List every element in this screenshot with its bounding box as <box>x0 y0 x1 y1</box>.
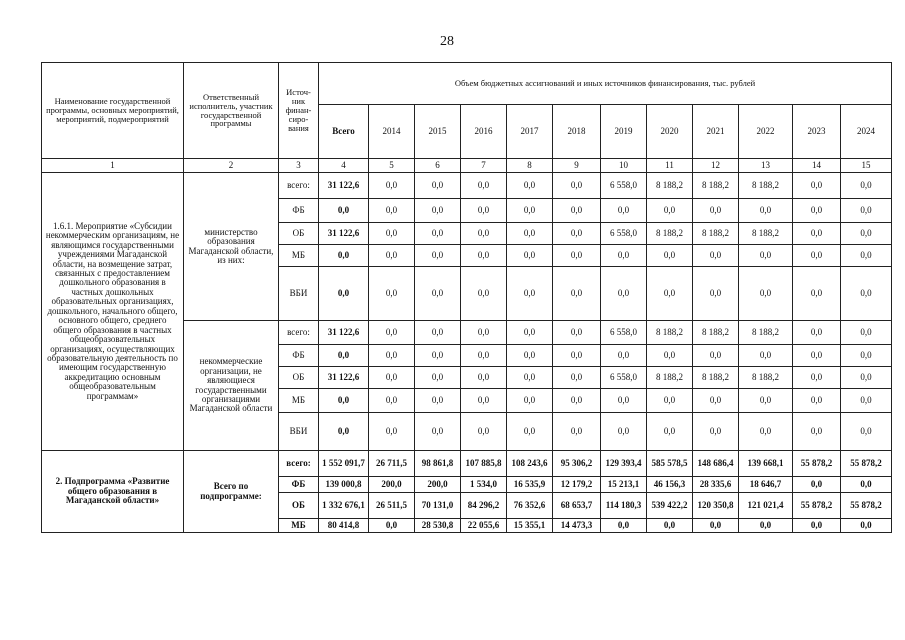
value-cell: 31 122,6 <box>319 173 369 199</box>
header-colnum-cell: 1 <box>42 159 184 173</box>
value-cell: 585 578,5 <box>647 451 693 477</box>
value-cell: 0,0 <box>739 245 793 267</box>
value-cell: 31 122,6 <box>319 367 369 389</box>
value-cell: 0,0 <box>793 519 841 533</box>
value-cell: 0,0 <box>793 389 841 413</box>
value-cell: 0,0 <box>841 199 892 223</box>
value-cell: 139 668,1 <box>739 451 793 477</box>
value-cell: 0,0 <box>415 223 461 245</box>
value-cell: 0,0 <box>647 519 693 533</box>
value-cell: 8 188,2 <box>739 173 793 199</box>
value-cell: 0,0 <box>841 321 892 345</box>
value-cell: 0,0 <box>319 199 369 223</box>
executor-cell: министерство образования Магаданской области, из них: <box>184 173 279 321</box>
value-cell: 70 131,0 <box>415 493 461 519</box>
value-cell: 31 122,6 <box>319 223 369 245</box>
value-cell: 0,0 <box>461 413 507 451</box>
header-colnum-cell: 10 <box>601 159 647 173</box>
value-cell: 0,0 <box>415 267 461 321</box>
value-cell: 31 122,6 <box>319 321 369 345</box>
value-cell: 98 861,8 <box>415 451 461 477</box>
value-cell: 0,0 <box>369 321 415 345</box>
value-cell: 0,0 <box>841 477 892 493</box>
value-cell: 0,0 <box>415 199 461 223</box>
value-cell: 0,0 <box>507 267 553 321</box>
value-cell: 0,0 <box>553 223 601 245</box>
table-row <box>42 451 892 477</box>
value-cell: 0,0 <box>793 173 841 199</box>
value-cell: 15 355,1 <box>507 519 553 533</box>
header-colnum-cell: 15 <box>841 159 892 173</box>
value-cell: 0,0 <box>369 267 415 321</box>
value-cell: 0,0 <box>369 519 415 533</box>
value-cell: 8 188,2 <box>647 367 693 389</box>
value-cell: 0,0 <box>461 389 507 413</box>
value-cell: 0,0 <box>415 345 461 367</box>
source-cell: всего: <box>279 173 319 199</box>
value-cell: 0,0 <box>461 199 507 223</box>
value-cell: 18 646,7 <box>739 477 793 493</box>
value-cell: 0,0 <box>739 345 793 367</box>
value-cell: 0,0 <box>693 199 739 223</box>
value-cell: 22 055,6 <box>461 519 507 533</box>
value-cell: 0,0 <box>793 199 841 223</box>
value-cell: 26 511,5 <box>369 493 415 519</box>
value-cell: 0,0 <box>369 173 415 199</box>
value-cell: 46 156,3 <box>647 477 693 493</box>
value-cell: 55 878,2 <box>793 493 841 519</box>
value-cell: 129 393,4 <box>601 451 647 477</box>
value-cell: 0,0 <box>461 267 507 321</box>
value-cell: 0,0 <box>601 519 647 533</box>
value-cell: 8 188,2 <box>739 367 793 389</box>
header-year-cell: 2017 <box>507 105 553 159</box>
value-cell: 6 558,0 <box>601 173 647 199</box>
value-cell: 26 711,5 <box>369 451 415 477</box>
header-year-cell: 2019 <box>601 105 647 159</box>
value-cell: 84 296,2 <box>461 493 507 519</box>
value-cell: 80 414,8 <box>319 519 369 533</box>
value-cell: 0,0 <box>793 345 841 367</box>
header-year-cell: 2015 <box>415 105 461 159</box>
header-year-cell: 2024 <box>841 105 892 159</box>
value-cell: 0,0 <box>415 173 461 199</box>
value-cell: 200,0 <box>369 477 415 493</box>
value-cell: 1 552 091,7 <box>319 451 369 477</box>
value-cell: 0,0 <box>319 413 369 451</box>
header-year-cell: 2018 <box>553 105 601 159</box>
value-cell: 0,0 <box>647 389 693 413</box>
value-cell: 0,0 <box>647 267 693 321</box>
value-cell: 0,0 <box>553 389 601 413</box>
source-cell: всего: <box>279 451 319 477</box>
value-cell: 0,0 <box>601 389 647 413</box>
source-cell: ОБ <box>279 493 319 519</box>
value-cell: 8 188,2 <box>739 321 793 345</box>
header-colnum-cell: 12 <box>693 159 739 173</box>
value-cell: 6 558,0 <box>601 223 647 245</box>
source-cell: ОБ <box>279 223 319 245</box>
header-colnum-cell: 11 <box>647 159 693 173</box>
header-colnum-cell: 4 <box>319 159 369 173</box>
source-cell: ВБИ <box>279 267 319 321</box>
value-cell: 0,0 <box>507 223 553 245</box>
value-cell: 0,0 <box>739 413 793 451</box>
value-cell: 0,0 <box>507 199 553 223</box>
value-cell: 0,0 <box>793 223 841 245</box>
header-year-cell: 2016 <box>461 105 507 159</box>
value-cell: 0,0 <box>369 389 415 413</box>
value-cell: 0,0 <box>647 245 693 267</box>
header-year-cell: 2014 <box>369 105 415 159</box>
value-cell: 0,0 <box>793 245 841 267</box>
value-cell: 0,0 <box>369 245 415 267</box>
value-cell: 8 188,2 <box>647 173 693 199</box>
value-cell: 0,0 <box>461 245 507 267</box>
value-cell: 139 000,8 <box>319 477 369 493</box>
value-cell: 0,0 <box>415 413 461 451</box>
value-cell: 0,0 <box>319 345 369 367</box>
value-cell: 0,0 <box>319 267 369 321</box>
value-cell: 0,0 <box>693 389 739 413</box>
table-row <box>42 159 892 173</box>
value-cell: 28 335,6 <box>693 477 739 493</box>
value-cell: 0,0 <box>461 321 507 345</box>
header-year-cell: 2020 <box>647 105 693 159</box>
header-colnum-cell: 8 <box>507 159 553 173</box>
value-cell: 55 878,2 <box>841 493 892 519</box>
value-cell: 0,0 <box>841 345 892 367</box>
value-cell: 55 878,2 <box>793 451 841 477</box>
value-cell: 0,0 <box>461 223 507 245</box>
value-cell: 0,0 <box>693 245 739 267</box>
value-cell: 0,0 <box>507 321 553 345</box>
value-cell: 0,0 <box>647 345 693 367</box>
value-cell: 0,0 <box>553 245 601 267</box>
value-cell: 120 350,8 <box>693 493 739 519</box>
source-cell: всего: <box>279 321 319 345</box>
value-cell: 0,0 <box>319 389 369 413</box>
header-executor-cell: Ответственный исполнитель, участник государственной программы <box>184 63 279 159</box>
value-cell: 0,0 <box>553 345 601 367</box>
table-row <box>42 63 892 105</box>
value-cell: 0,0 <box>553 321 601 345</box>
value-cell: 16 535,9 <box>507 477 553 493</box>
value-cell: 0,0 <box>793 477 841 493</box>
value-cell: 0,0 <box>841 413 892 451</box>
value-cell: 0,0 <box>693 519 739 533</box>
source-cell: ФБ <box>279 199 319 223</box>
value-cell: 0,0 <box>647 199 693 223</box>
header-colnum-cell: 6 <box>415 159 461 173</box>
value-cell: 76 352,6 <box>507 493 553 519</box>
value-cell: 121 021,4 <box>739 493 793 519</box>
activity-name-cell: 1.6.1. Мероприятие «Субсидии некоммерческим организациям, не являющимся государственными учреждениями Магаданской области, на возмещение затрат, связанных с предоставлением дошкольного образования в частных дошкольных образовательных организациях, дошкольного, начального общего, основного общего, среднего общего образования в частных общеобразовательных организациях, осуществляющих образовательную деятельность по имеющим государственную аккредитацию основным общеобразовательным программам» <box>42 173 184 451</box>
header-colnum-cell: 2 <box>184 159 279 173</box>
value-cell: 0,0 <box>369 413 415 451</box>
value-cell: 0,0 <box>841 267 892 321</box>
value-cell: 0,0 <box>507 245 553 267</box>
budget-table <box>41 62 892 533</box>
value-cell: 0,0 <box>507 413 553 451</box>
value-cell: 0,0 <box>841 367 892 389</box>
value-cell: 0,0 <box>739 389 793 413</box>
value-cell: 28 530,8 <box>415 519 461 533</box>
header-year-cell: Всего <box>319 105 369 159</box>
value-cell: 200,0 <box>415 477 461 493</box>
source-cell: ВБИ <box>279 413 319 451</box>
value-cell: 0,0 <box>369 367 415 389</box>
header-year-cell: 2023 <box>793 105 841 159</box>
value-cell: 0,0 <box>319 245 369 267</box>
page-number: 28 <box>440 34 454 49</box>
value-cell: 0,0 <box>601 199 647 223</box>
value-cell: 0,0 <box>739 519 793 533</box>
value-cell: 0,0 <box>415 367 461 389</box>
header-year-cell: 2021 <box>693 105 739 159</box>
value-cell: 0,0 <box>601 245 647 267</box>
source-cell: ФБ <box>279 345 319 367</box>
source-cell: МБ <box>279 389 319 413</box>
value-cell: 8 188,2 <box>739 223 793 245</box>
table-row <box>42 173 892 199</box>
value-cell: 0,0 <box>841 389 892 413</box>
value-cell: 1 332 676,1 <box>319 493 369 519</box>
value-cell: 0,0 <box>369 345 415 367</box>
header-colnum-cell: 9 <box>553 159 601 173</box>
value-cell: 0,0 <box>601 345 647 367</box>
value-cell: 0,0 <box>461 173 507 199</box>
value-cell: 8 188,2 <box>647 223 693 245</box>
value-cell: 0,0 <box>461 367 507 389</box>
value-cell: 114 180,3 <box>601 493 647 519</box>
value-cell: 6 558,0 <box>601 367 647 389</box>
value-cell: 0,0 <box>793 321 841 345</box>
value-cell: 0,0 <box>841 173 892 199</box>
value-cell: 0,0 <box>507 345 553 367</box>
value-cell: 148 686,4 <box>693 451 739 477</box>
value-cell: 0,0 <box>553 267 601 321</box>
value-cell: 0,0 <box>793 367 841 389</box>
value-cell: 95 306,2 <box>553 451 601 477</box>
value-cell: 0,0 <box>693 413 739 451</box>
value-cell: 0,0 <box>415 389 461 413</box>
value-cell: 0,0 <box>369 199 415 223</box>
value-cell: 0,0 <box>369 223 415 245</box>
value-cell: 8 188,2 <box>693 223 739 245</box>
value-cell: 0,0 <box>601 413 647 451</box>
header-source-cell: Источ-ник финан-сиро-вания <box>279 63 319 159</box>
value-cell: 0,0 <box>841 223 892 245</box>
header-colnum-cell: 14 <box>793 159 841 173</box>
header-colnum-cell: 13 <box>739 159 793 173</box>
value-cell: 0,0 <box>841 519 892 533</box>
header-colnum-cell: 5 <box>369 159 415 173</box>
value-cell: 0,0 <box>841 245 892 267</box>
source-cell: ОБ <box>279 367 319 389</box>
value-cell: 1 534,0 <box>461 477 507 493</box>
value-cell: 8 188,2 <box>693 321 739 345</box>
value-cell: 0,0 <box>553 199 601 223</box>
value-cell: 0,0 <box>693 345 739 367</box>
subprogram-name-cell: 2. Подпрограмма «Развитие общего образования в Магаданской области» <box>42 451 184 533</box>
value-cell: 68 653,7 <box>553 493 601 519</box>
value-cell: 15 213,1 <box>601 477 647 493</box>
header-colnum-cell: 3 <box>279 159 319 173</box>
executor-cell: Всего по подпрограмме: <box>184 451 279 533</box>
header-colnum-cell: 7 <box>461 159 507 173</box>
value-cell: 8 188,2 <box>647 321 693 345</box>
value-cell: 0,0 <box>507 173 553 199</box>
header-year-cell: 2022 <box>739 105 793 159</box>
value-cell: 108 243,6 <box>507 451 553 477</box>
header-name-cell: Наименование государственной программы, основных мероприятий, мероприятий, подмероприятий <box>42 63 184 159</box>
value-cell: 0,0 <box>553 173 601 199</box>
value-cell: 0,0 <box>507 367 553 389</box>
value-cell: 0,0 <box>739 267 793 321</box>
value-cell: 8 188,2 <box>693 173 739 199</box>
source-cell: МБ <box>279 245 319 267</box>
value-cell: 12 179,2 <box>553 477 601 493</box>
value-cell: 0,0 <box>647 413 693 451</box>
value-cell: 55 878,2 <box>841 451 892 477</box>
header-group-cell: Объем бюджетных ассигнований и иных источников финансирования, тыс. рублей <box>319 63 892 105</box>
value-cell: 0,0 <box>739 199 793 223</box>
value-cell: 0,0 <box>601 267 647 321</box>
value-cell: 0,0 <box>415 321 461 345</box>
value-cell: 0,0 <box>461 345 507 367</box>
value-cell: 6 558,0 <box>601 321 647 345</box>
value-cell: 107 885,8 <box>461 451 507 477</box>
value-cell: 0,0 <box>415 245 461 267</box>
value-cell: 539 422,2 <box>647 493 693 519</box>
value-cell: 0,0 <box>507 389 553 413</box>
value-cell: 8 188,2 <box>693 367 739 389</box>
value-cell: 0,0 <box>553 367 601 389</box>
executor-cell: некоммерческие организации, не являющиеся государственными организациями Магаданской области <box>184 321 279 451</box>
value-cell: 0,0 <box>693 267 739 321</box>
value-cell: 0,0 <box>553 413 601 451</box>
value-cell: 14 473,3 <box>553 519 601 533</box>
source-cell: ФБ <box>279 477 319 493</box>
value-cell: 0,0 <box>793 267 841 321</box>
source-cell: МБ <box>279 519 319 533</box>
value-cell: 0,0 <box>793 413 841 451</box>
